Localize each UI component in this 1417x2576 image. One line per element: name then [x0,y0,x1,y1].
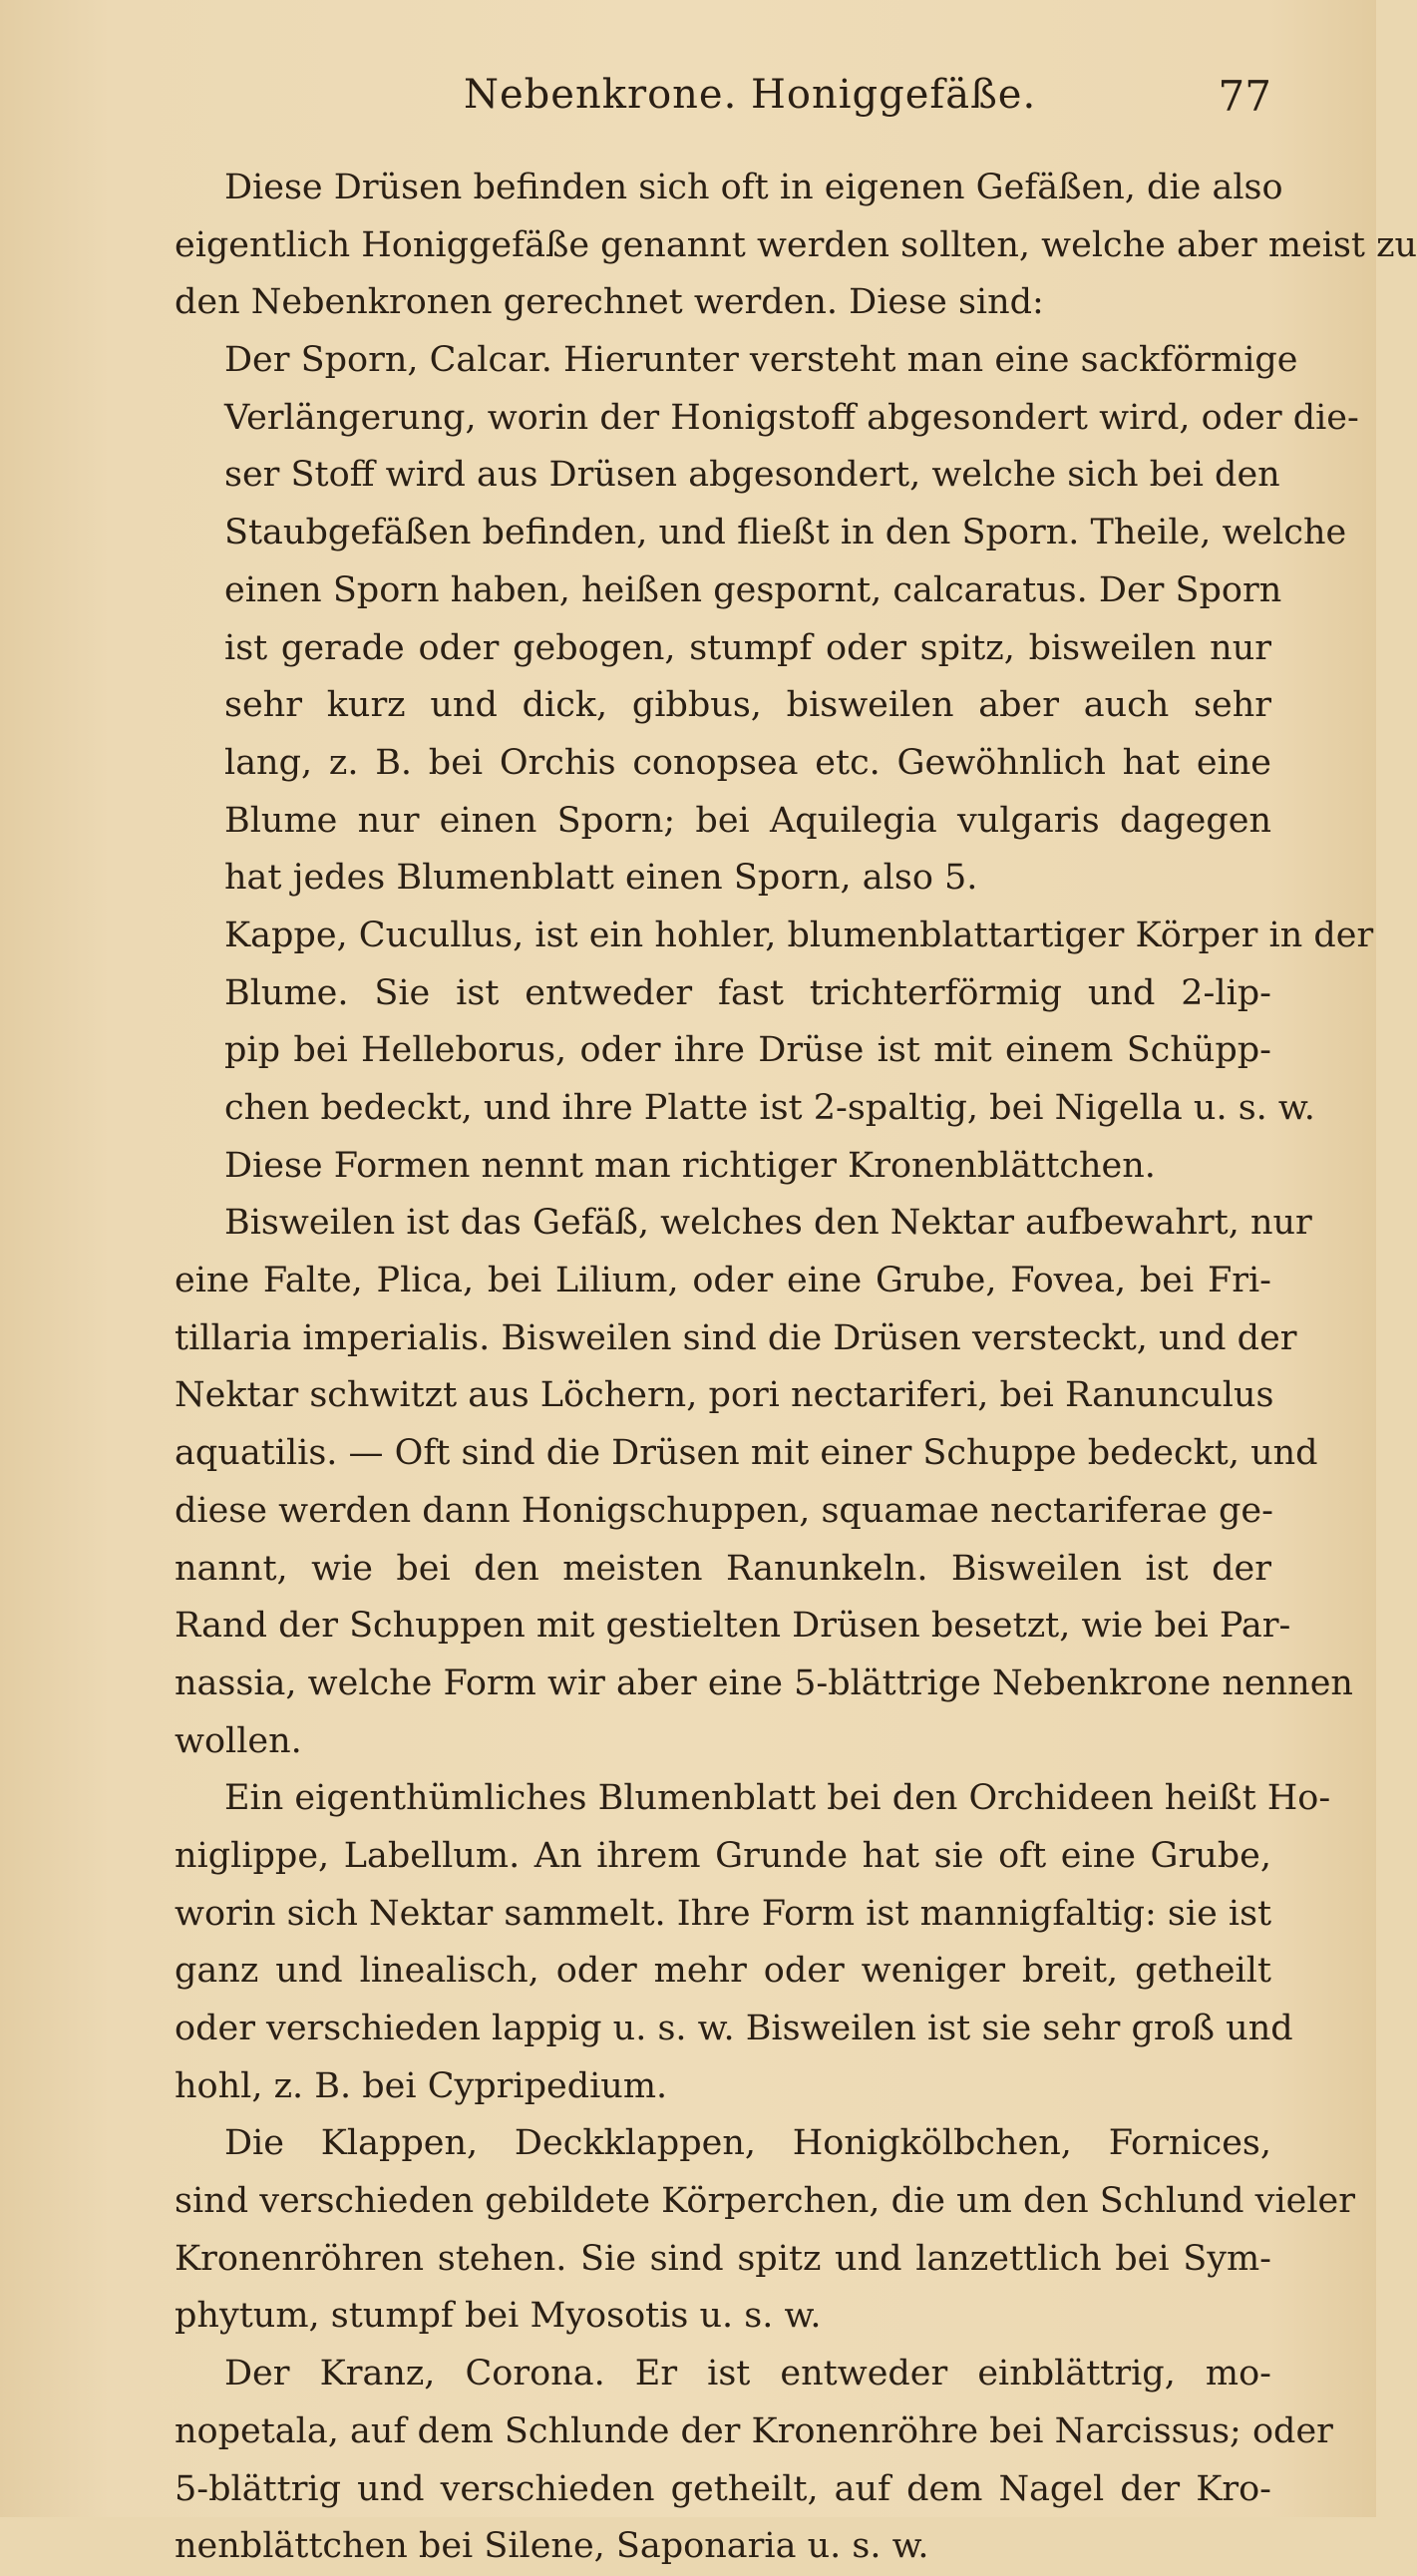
text-line: Der Kranz, Corona. Er ist entweder einblättrig, mo- [224,2354,1271,2394]
text-line: eine Falte, Plica, bei Lilium, oder eine Grube, Fovea, bei Fri- [175,1261,1271,1301]
text-line: Die Klappen, Deckklappen, Honigkölbchen, Fornices, [224,2123,1271,2164]
text-line: tillaria imperialis. Bisweilen sind die Drüsen versteckt, und der [175,1317,1297,1358]
text-line: chen bedeckt, und ihre Platte ist 2-spaltig, bei Nigella u. s. w. [224,1088,1315,1128]
text-line: Der Sporn, Calcar. Hierunter versteht man eine sackförmige [224,340,1298,381]
text-line: sind verschieden gebildete Körperchen, die um den Schlund vieler [175,2181,1356,2222]
body-text [175,160,1417,2576]
text-line: Rand der Schuppen mit gestielten Drüsen besetzt, wie bei Par- [175,1606,1291,1647]
text-line: phytum, stumpf bei Myosotis u. s. w. [175,2296,822,2337]
text-line: Ein eigenthümliches Blumenblatt bei den Orchideen heißt Ho- [224,1778,1331,1819]
text-line: lang, z. B. bei Orchis conopsea etc. Gewöhnlich hat eine [224,742,1271,783]
text-line: diese werden dann Honigschuppen, squamae nectariferae ge- [175,1490,1273,1531]
text-line: sehr kurz und dick, gibbus, bisweilen aber auch sehr [224,685,1271,726]
text-line: hohl, z. B. bei Cypripedium. [175,2065,668,2106]
text-line: Staubgefäßen befinden, und fließt in den Sporn. Theile, welche [224,513,1347,553]
text-line: nassia, welche Form wir aber eine 5-blättrige Nebenkrone nennen [175,1662,1353,1703]
text-line: nannt, wie bei den meisten Ranunkeln. Bisweilen ist der [175,1548,1271,1589]
running-title: Nebenkrone. Honiggefäße. [464,72,1037,118]
text-line: ser Stoff wird aus Drüsen abgesondert, welche sich bei den [224,455,1280,496]
text-line: Kronenröhren stehen. Sie sind spitz und lanzettlich bei Sym- [175,2238,1271,2279]
text-line: Verlängerung, worin der Honigstoff abgesondert wird, oder die- [224,397,1359,438]
text-line: 5-blättrig und verschieden getheilt, auf dem Nagel der Kro- [175,2468,1271,2509]
text-line: Nektar schwitzt aus Löchern, pori nectariferi, bei Ranunculus [175,1375,1274,1416]
text-line: einen Sporn haben, heißen gespornt, calcaratus. Der Sporn [224,569,1282,610]
text-line: worin sich Nektar sammelt. Ihre Form ist mannigfaltig: sie ist [175,1893,1272,1934]
text-line: eigentlich Honiggefäße genannt werden sollten, welche aber meist zu [175,224,1417,265]
page-header [175,72,1271,132]
text-line: ist gerade oder gebogen, stumpf oder spitz, bisweilen nur [224,627,1271,668]
text-line: aquatilis. — Oft sind die Drüsen mit einer Schuppe bedeckt, und [175,1433,1318,1474]
text-line: nopetala, auf dem Schlunde der Kronenröhre bei Narcissus; oder [175,2410,1333,2451]
text-line: hat jedes Blumenblatt einen Sporn, also 5. [224,858,978,899]
text-line: Kappe, Cucullus, ist ein hohler, blumenblattartiger Körper in der [224,915,1374,955]
text-line: pip bei Helleborus, oder ihre Drüse ist mit einem Schüpp- [224,1030,1271,1071]
text-line: den Nebenkronen gerechnet werden. Diese sind: [175,282,1044,323]
text-line: niglippe, Labellum. An ihrem Grunde hat sie oft eine Grube, [175,1835,1271,1876]
text-line: oder verschieden lappig u. s. w. Bisweilen ist sie sehr groß und [175,2009,1293,2048]
text-line: wollen. [175,1720,302,1761]
text-line: Diese Drüsen befinden sich oft in eigenen Gefäßen, die also [224,168,1283,207]
text-line: Blume nur einen Sporn; bei Aquilegia vulgaris dagegen [224,800,1271,841]
text-line: Diese Formen nennt man richtiger Kronenblättchen. [224,1145,1156,1186]
text-line: ganz und linealisch, oder mehr oder weniger breit, getheilt [175,1951,1271,1992]
text-line: Bisweilen ist das Gefäß, welches den Nektar aufbewahrt, nur [224,1203,1312,1244]
text-line: nenblättchen bei Silene, Saponaria u. s. w. [175,2526,929,2567]
text-line: Blume. Sie ist entweder fast trichterförmig und 2-lip- [224,972,1271,1013]
page-number: 77 [1218,72,1271,121]
